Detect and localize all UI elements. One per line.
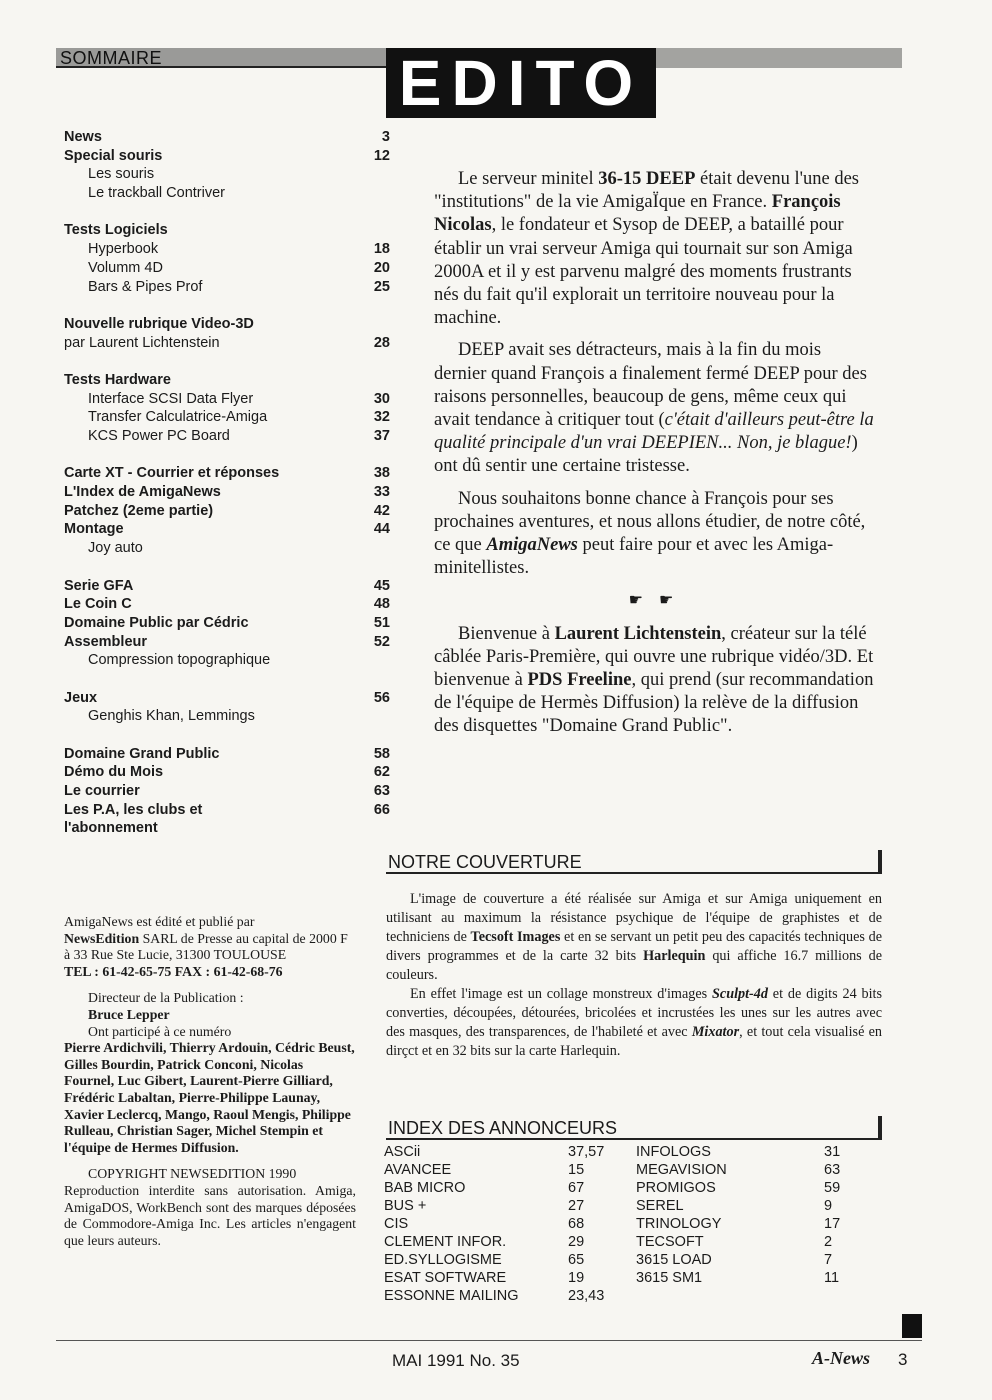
footer-issue: MAI 1991 No. 35: [392, 1351, 520, 1370]
sommaire-label: SOMMAIRE: [60, 48, 163, 68]
toc-row: [64, 334, 394, 353]
toc-title: Joy auto: [88, 540, 143, 557]
toc-row: [64, 427, 394, 446]
toc-page: 51: [373, 614, 390, 631]
toc-title: Domaine Public par Cédric: [64, 614, 249, 631]
toc-title: News: [64, 129, 102, 145]
toc-title: Jeux: [64, 689, 98, 706]
toc-title: Bars & Pipes Prof: [88, 278, 203, 295]
advertiser-page: 65: [568, 1252, 585, 1268]
edito-rule: [656, 48, 902, 68]
toc-page: 38: [373, 465, 390, 482]
toc-row: [64, 577, 394, 596]
toc-row: [64, 390, 394, 409]
toc-title: Patchez (2eme partie): [64, 502, 214, 519]
toc-spacer: [64, 296, 394, 315]
advertiser-row: [636, 1215, 856, 1233]
edito-article: [434, 168, 874, 748]
advertiser-name: AVANCEE: [384, 1162, 452, 1178]
toc-row: [64, 745, 394, 764]
imprint-director-label: Directeur de la Publication :: [88, 990, 244, 1006]
advertiser-row: [384, 1143, 624, 1161]
advertiser-name: INFOLOGS: [636, 1144, 711, 1160]
imprint-copyright: COPYRIGHT NEWSEDITION 1990: [88, 1166, 297, 1182]
toc-row: [64, 408, 394, 427]
toc-row: [64, 539, 394, 558]
toc-page: 37: [373, 428, 390, 444]
edito-paragraph-2: DEEP avait ses détracteurs, mais à la fin du mois dernier quand François a finalement fermé DEEP pour des raisons personnelles, beaucoup de gens, même ceux qui avait tendance à critiquer tout (c'était d'ailleurs peut-être la qualité principale d'un vrai DEEPIEN... Non, je blague!) ont dû sentir une certaine tristesse.: [434, 340, 874, 477]
toc-row: [64, 520, 394, 539]
footer-page-number: 3: [898, 1350, 908, 1369]
advertiser-row: [384, 1197, 624, 1215]
toc-page: 12: [373, 147, 390, 164]
toc-title: Hyperbook: [88, 241, 159, 258]
toc-row: [64, 801, 394, 820]
toc-row: [64, 819, 394, 838]
toc-page: 32: [373, 409, 390, 426]
advertiser-row: [384, 1215, 624, 1233]
toc-row: [64, 240, 394, 259]
toc-page: 3: [381, 129, 390, 145]
toc-page: 25: [373, 278, 390, 295]
edito-paragraph-1: Le serveur minitel 36-15 DEEP était devenu l'une des "institutions" de la vie AmigaÏque en France. François Nicolas, le fondateur et Sysop de DEEP, a bataillé pour établir un vrai serveur Amiga qui tournait sur son Amiga 2000A et il y est parvenu malgré des moments frustrants nés du fait qu'il explorait un territoire nouveau pour la machine.: [434, 169, 859, 329]
toc-row: [64, 165, 394, 184]
index-header: [386, 1118, 882, 1140]
toc-title: Le courrier: [64, 783, 140, 800]
toc-spacer: [64, 352, 394, 371]
header-end-bar: [878, 1116, 882, 1138]
toc-title: Le Coin C: [64, 596, 132, 613]
toc-page: 18: [373, 241, 390, 258]
couverture-header: [386, 852, 882, 874]
toc-row: [64, 689, 394, 708]
toc-title: KCS Power PC Board: [88, 428, 230, 444]
corner-mark: [902, 1314, 922, 1338]
toc-title: Transfer Calculatrice-Amiga: [88, 409, 268, 426]
advertiser-row: [384, 1287, 624, 1305]
toc-title: Démo du Mois: [64, 764, 164, 781]
toc-page: 42: [373, 502, 390, 519]
imprint-director-name: Bruce Lepper: [88, 1006, 170, 1022]
toc-page: 33: [373, 484, 390, 501]
toc-row: [64, 651, 394, 670]
toc-row: [64, 763, 394, 782]
toc-title: par Laurent Lichtenstein: [64, 334, 220, 351]
toc-title: Domaine Grand Public: [64, 745, 220, 762]
advertiser-row: [636, 1269, 856, 1287]
toc-row: [64, 707, 394, 726]
advertiser-page: 23,43: [568, 1288, 605, 1304]
imprint: [64, 914, 356, 1249]
advertiser-row: [636, 1251, 856, 1269]
advertiser-name: PROMIGOS: [636, 1180, 716, 1196]
advertiser-page: 37,57: [568, 1144, 605, 1160]
advertiser-page: 29: [568, 1234, 585, 1250]
toc-title: Les P.A, les clubs et: [64, 801, 203, 818]
advertiser-column-left: [384, 1143, 624, 1305]
toc-page: 44: [373, 521, 390, 538]
couverture-header-label: NOTRE COUVERTURE: [388, 852, 582, 872]
toc-row: [64, 128, 394, 147]
advertiser-page: 17: [824, 1216, 841, 1232]
imprint-contrib-label: Ont participé à ce numéro: [88, 1023, 232, 1039]
toc-title: Tests Hardware: [64, 371, 171, 388]
toc-title: Serie GFA: [64, 577, 134, 594]
toc-row: [64, 464, 394, 483]
toc-page: 66: [373, 801, 390, 818]
pointing-hand-icon: ☛ ☛: [628, 592, 680, 610]
toc-page: 28: [373, 334, 390, 351]
advertiser-page: 7: [824, 1252, 833, 1268]
imprint-contributors: Pierre Ardichvili, Thierry Ardouin, Cédric Beust, Gilles Bourdin, Patrick Conconi, Nicolas Fournel, Luc Gibert, Laurent-Pierre Gilliard, Frédéric Labaltan, Pierre-Philippe Launay, Xavier Leclercq, Mango, Raoul Mengis, Philippe Rulleau, Christian Sager, Michel Stempin et l'équipe de Hermes Diffusion.: [64, 1040, 355, 1155]
advertiser-page: 31: [824, 1144, 841, 1160]
imprint-phone: TEL : 61-42-65-75 FAX : 61-42-68-76: [64, 963, 283, 979]
toc-row: [64, 502, 394, 521]
sommaire-header: [56, 48, 386, 68]
toc-title: Assembleur: [64, 633, 148, 650]
toc-row: [64, 633, 394, 652]
advertiser-row: [384, 1251, 624, 1269]
toc-row: [64, 782, 394, 801]
toc-page: 58: [373, 745, 390, 762]
advertiser-row: [384, 1269, 624, 1287]
toc-title: Special souris: [64, 147, 163, 164]
toc-spacer: [64, 558, 394, 577]
toc-row: [64, 483, 394, 502]
couverture-paragraph-2: En effet l'image est un collage monstreux d'images Sculpt-4d et de digits 24 bits converties, découpées, détourées, bricolées et incrustées les unes sur les autres avec des masques, des transparences, de l'habileté et avec Mixator, et tout cela visualisé en dirçct et en 32 bits sur la carte Harlequin.: [386, 986, 883, 1059]
imprint-legal: Reproduction interdite sans autorisation. Amiga, AmigaDOS, WorkBench sont des marques déposées de Commodore-Amiga Inc. Les articles n'engagent que leurs auteurs.: [64, 1182, 356, 1248]
toc-page: 56: [373, 689, 390, 706]
advertiser-name: ESSONNE MAILING: [384, 1288, 519, 1304]
toc-title: L'Index de AmigaNews: [64, 484, 221, 501]
advertiser-column-right: [636, 1143, 856, 1287]
header-end-bar: [878, 850, 882, 872]
advertiser-page: 9: [824, 1198, 833, 1214]
advertiser-name: ASCii: [384, 1144, 421, 1160]
advertiser-name: 3615 LOAD: [636, 1252, 712, 1268]
toc-page: 63: [373, 783, 390, 800]
advertiser-name: CIS: [384, 1216, 409, 1232]
advertiser-page: 63: [824, 1162, 841, 1178]
edito-title: EDITO: [398, 47, 644, 119]
toc-title: l'abonnement: [64, 820, 158, 837]
toc-page: 30: [373, 390, 390, 407]
toc-row: [64, 259, 394, 278]
advertiser-row: [636, 1179, 856, 1197]
toc-page: 48: [373, 596, 390, 613]
toc-row: [64, 315, 394, 334]
toc-page: 20: [373, 259, 390, 276]
advertiser-row: [636, 1143, 856, 1161]
advertiser-name: BUS +: [384, 1198, 427, 1214]
toc-title: Tests Logiciels: [64, 222, 168, 239]
advertiser-page: 19: [568, 1270, 585, 1286]
advertiser-name: SEREL: [636, 1198, 684, 1214]
toc-row: [64, 221, 394, 240]
advertiser-row: [636, 1161, 856, 1179]
advertiser-name: 3615 SM1: [636, 1270, 703, 1286]
advertiser-page: 11: [824, 1270, 840, 1286]
toc-row: [64, 595, 394, 614]
toc-title: Le trackball Contriver: [88, 185, 225, 202]
toc-title: Volumm 4D: [88, 259, 163, 276]
imprint-publisher: AmigaNews est édité et publié par: [64, 914, 255, 929]
advertiser-name: ESAT SOFTWARE: [384, 1270, 507, 1286]
toc-spacer: [64, 670, 394, 689]
advertiser-row: [636, 1233, 856, 1251]
toc-row: [64, 371, 394, 390]
toc-row: [64, 147, 394, 166]
toc-row: [64, 184, 394, 203]
edito-paragraph-4: Bienvenue à Laurent Lichtenstein, créateur sur la télé câblée Paris-Première, qui ouvre une rubrique vidéo/3D. Et bienvenue à PDS Freeline, qui prend (sur recommandation de l'équipe de Hermès Diffusion) la relève de la diffusion des disquettes "Domaine Grand Public".: [434, 623, 874, 737]
advertiser-page: 27: [568, 1198, 585, 1214]
advertiser-name: TRINOLOGY: [636, 1216, 722, 1232]
advertiser-name: TECSOFT: [636, 1234, 704, 1250]
toc-spacer: [64, 726, 394, 745]
imprint-address: NewsEdition SARL de Presse au capital de 2000 F à 33 Rue Ste Lucie, 31300 TOULOUSE: [64, 930, 348, 963]
footer-brand: A-News: [812, 1348, 870, 1368]
toc-title: Nouvelle rubrique Video-3D: [64, 315, 254, 332]
toc-title: Compression topographique: [88, 652, 271, 669]
advertiser-row: [636, 1197, 856, 1215]
advertiser-row: [384, 1179, 624, 1197]
toc-title: Montage: [64, 521, 124, 538]
toc-page: 45: [373, 577, 390, 594]
toc-page: 62: [373, 764, 390, 781]
toc-title: Les souris: [88, 166, 155, 183]
toc-row: [64, 614, 394, 633]
advertiser-page: 2: [824, 1234, 833, 1250]
advertiser-name: BAB MICRO: [384, 1180, 466, 1196]
advertiser-page: 59: [824, 1180, 841, 1196]
advertiser-name: ED.SYLLOGISME: [384, 1252, 502, 1268]
advertiser-name: CLEMENT INFOR.: [384, 1234, 507, 1250]
advertiser-page: 15: [568, 1162, 585, 1178]
toc-row: [64, 278, 394, 297]
edito-paragraph-3: Nous souhaitons bonne chance à François pour ses prochaines aventures, et nous allons étudier, de notre côté, ce que AmigaNews peut faire pour et avec les Amiga-minitellistes.: [434, 488, 866, 579]
index-header-label: INDEX DES ANNONCEURS: [388, 1118, 618, 1138]
couverture-paragraph-1: L'image de couverture a été réalisée sur Amiga et sur Amiga uniquement en utilisant au maximum la résistance psychique de l'équipe de graphistes et de techniciens de Tecsoft Images et en se servant un petit peu des capacités techniques de divers programmes et de la carte 32 bits Harlequin qui affiche 16.7 millions de couleurs.: [386, 891, 882, 983]
edito-title-box: [386, 48, 656, 118]
footer-rule: [56, 1340, 922, 1341]
toc-page: 52: [373, 633, 390, 650]
toc-title: Carte XT - Courrier et réponses: [64, 465, 280, 482]
advertiser-page: 67: [568, 1180, 585, 1196]
toc-title: Interface SCSI Data Flyer: [88, 390, 254, 407]
toc-spacer: [64, 203, 394, 222]
table-of-contents: [64, 128, 394, 838]
couverture-article: [386, 890, 882, 1061]
advertiser-name: MEGAVISION: [636, 1162, 727, 1178]
advertiser-row: [384, 1233, 624, 1251]
toc-spacer: [64, 446, 394, 465]
advertiser-row: [384, 1161, 624, 1179]
advertiser-page: 68: [568, 1216, 585, 1232]
toc-title: Genghis Khan, Lemmings: [88, 708, 255, 725]
